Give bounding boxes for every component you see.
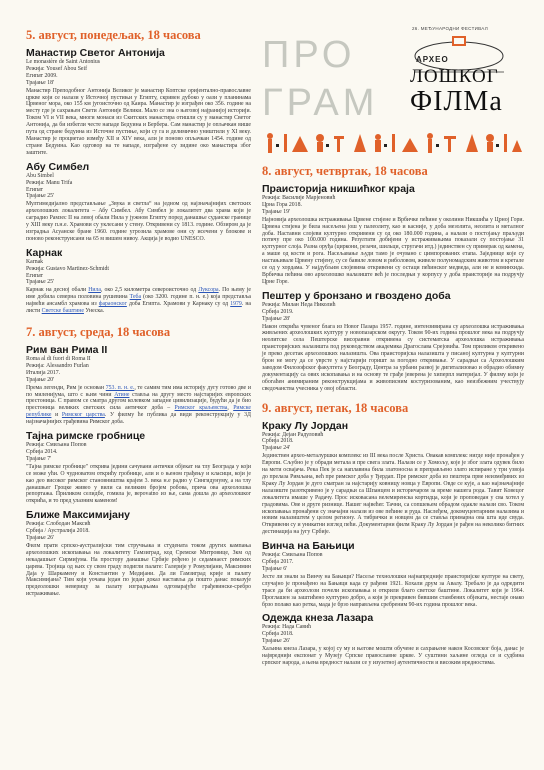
film-description: Јесте ли знали за Винчу на Бањици? Насеље технолошки најнапредније праисторијске културе на свету, случајно је пронађено на Бањици када су рађени 1921. Кохали друм за Авалу. Требало је да одредити трасе да би археолози почели ископавања и открили благо светске баштине. Локалитет који је 1964. Проглашен за заштићено културно добро, а који је прекривен бившим стамбених објеката, нестаје онако брзо полако као ретка, мада је брзо направљена сребреним 90-их година прошлог века. — [262, 573, 524, 608]
film-country: Србија 2019. — [262, 308, 294, 315]
film-country: Египат — [26, 272, 44, 279]
film-country: Србија 2017. — [262, 559, 294, 566]
film-duration: Трајање 6' — [262, 565, 288, 572]
film-director: Режија: Yousef Abou Seif — [26, 65, 88, 72]
film-entry — [262, 183, 524, 286]
film-director: Режија: Дејан Радуловић — [262, 431, 324, 438]
film-title: Ближе Максимијану — [26, 509, 131, 522]
program-word-top: ПРО — [262, 34, 356, 76]
film-director: Режија: Manu Trifa — [26, 179, 73, 186]
film-entry — [26, 344, 251, 426]
film-description: Најновија археолошка истраживања Црвене стијене и Врбичке пећине у околини Никшића у Црној Гори. Црвена стијена је била насељена још у палеолиту, као и касније, у доба мезолита, неолита и металног доба. Наставни слојеви културно откривени су од око 180.000 година, а налази о постојању праљуди потичу пре око 100.000 година. Резултати добијени у истраживањима показали су постојање 31 културног слоја. Разна оруђа (циркони, резачи, шильци, стругачи итд.) јединствен су примерак од камена, а маше од кости и рога. Насељавање људи тамо је очувано с цимпорованих етапа. Заједнице које су настањивале Црвену стијену, су се бавиле ловом и риболовом, живеле полуномадским животом и кретале се од у хордама. У најдубљим слојевима откривени су остаци пећинског медведа, али не и коминхида. Врбичка пећина ово археолошко налазиште већ је последњи у корпусу у доба праисторије на подручју Црне Горе. — [262, 216, 524, 285]
film-entry — [262, 290, 524, 393]
film-description: Мултимедијално представљање „Звука и светла“ на једном од најзначајнијих светских археолошких локалитета – Абу Симбел. Абу Симбел је локалитет два храма који је саградио Рамзес II на левој обали Нила у јужном Египту поред данашње суданске границе у XIII веку п.н.е. Храмови су уклесани у стену. Откривени су 1813. године. Обзиром да је изградња Асуанске бране 1960. године угрозила храмове они су исечени у блокове и поново реконструисани на 65 м вишем нивоу. Акција је водио UNESCO. — [26, 201, 251, 242]
program-word-bottom: ГРАМ — [262, 82, 379, 124]
film-title: Краку Лу Јордан — [262, 419, 349, 432]
film-description: Хаљина кнеза Лазара, у којој су му и његове мошти обучене и сахрањене након Косовског боја, данас је највреднији експонат у Музеју Српске православне цркве. У суштини хаљине огледа се и судбина српског народа, а њена вредност налази се у изузетној аутентичности и високим вредностима. — [262, 646, 524, 666]
film-title: Одежда кнеза Лазара — [262, 612, 374, 625]
logo-word-filma: ФIЛМа — [410, 86, 503, 117]
wiki-link[interactable]: Римског царства — [61, 412, 105, 419]
film-director: Режија: Gustavo Martinez-Schmidt — [26, 265, 110, 272]
film-director: Режија: Василије Марјеновић — [262, 195, 336, 201]
film-description: Према легенди, Рим је основан 753. п. н. е., те самим тим има историју дугу готово две и по миленијума, што с њим чини Атине ставља на другу место најстаријих европских престоница. С правом се сматра другом колевком западне цивилизације, будући да је био престоница великих светских сила античког доба – Римског краљевства, Римске републике и Римског царства. У филму ће публика да види реконструкцију у 3Д најзначајнијих грађевина Римског доба. — [26, 384, 252, 426]
film-description: Јединствен археo-металуршки комплекс из III века после Христа. Овакав комплекс нигде није пронађен у Европи. Сљубно је у обради метала и пре свега злата. Налази се у Хомољу, које је због злата одувек било на мети освајача. Река Пек је са наплавина била златоносна и преправљено злато испиране у три узвоја до прелаза Римљана, већ пре римског доба у Ђердап. Пре римског доба из пештера прве неизмеђивих из Краку Лу Јордан је дуго сматран за најстарију ковницу новца у Европи. Овде се кује, а као најзначајније налазиште разоткривено је у сарадњи са Шпанцем и историчаром за време нашега рода. Тавит Ковецог локалитета имаше у Радачу. Прос исковасана велемиренска кортидца, који је проповедан у сва хотел у градовима. Ове и друге ризнице. Нашег највећег. Тачни, са сопшењем обрадом одакле налази сво. Током ископавања пронађени су значајни налази из ове пећине и руда. Наслеђем, докомуцентарним налазима и новим налазиштем у целом региону. А тибрички и новцем да се ставља примарна ова шта иде свуда. Откривени су и уникатни изглед пећи. Документарни филм Краку Лу Јордан је рађен на неколико битних дестинација на југу Србије. — [262, 453, 524, 536]
film-title: Манастир Светог Антонија — [26, 47, 165, 59]
film-country: Србија 2018. — [262, 438, 294, 445]
film-description: Манастир Преподобног Антонија Великог је манастир Коптске оријентално-православне цркве који се налази у Источној пустињи у Египту, скривен дубоко у оази у планинама Црвеног мора, око 155 км југоисточно од Каира. Манастир је изграђен око 356. године на месту где је сахрањен Свети Антоније Велики. Мало се зна о његовој најранијој историји. Током VI и VII века, многи монаси из Скитских манастира отишли су у манастир Светог Антонија, да би избегли честе нападе Бедуина и Бербера. Сам манастир је опљачкан више пута од стране бедуина из Источне пустиње, који су га и делимично уништили у XI веку. Манастир је процветао између XII и XIV века, али је поново опљачкан 1454. године од стране Бедуина. Као одговор на те нападе, изграђене су зидине око манастира због заштите. — [26, 87, 251, 156]
wiki-link[interactable]: Луксора — [198, 287, 219, 294]
film-director: Режија: Смиљана Попов — [26, 442, 87, 449]
festival-subtitle: 26. МЕЂУНАРОДНИ ФЕСТИВАЛ — [412, 26, 488, 31]
film-title: Праисторија никшићког краја — [262, 183, 415, 195]
logo-word-loshkog: ЛОШКОГ — [410, 66, 499, 87]
right-column — [262, 164, 524, 670]
film-title: Карнак — [26, 246, 63, 259]
film-entry — [26, 247, 251, 315]
day-heading: 7. август, среда, 18 часова — [26, 325, 171, 339]
wiki-link[interactable]: Нила — [88, 287, 101, 294]
film-country: Египат 2009. — [26, 72, 58, 79]
film-duration: Трајање 26' — [26, 535, 55, 542]
film-title: Пештер у бронзано и гвоздено доба — [262, 289, 451, 302]
film-original-title: Le monastère de Saint Antonius — [26, 59, 101, 65]
film-entry — [26, 47, 251, 157]
film-duration: Трајање 18' — [26, 79, 55, 86]
wiki-link[interactable]: Римске републике — [26, 405, 251, 419]
wiki-link[interactable]: Светске баштине — [41, 308, 84, 315]
film-country: Србија 2018. — [262, 631, 294, 638]
film-description: Након открића чувеног блага из Новог Пазара 1957. године, интензивирана су археолошка истраживања живљених археолошких културу у новопазарском округу. Током 90-их година прошлог века на подручју неолитске села Пештерске висоравни откривена су систематска археолошка истраживања праисторијских налазишта под руководством академика Драгослава Срејовића. Том приликом откривено је преко десетак археолошких налазишта. Ова праисторијска налазишта у писаној културна у културни брон не могу да се уврсте у најстарији горишт за погодно откривање. У сарадњи са Археолошким заводом Филозофског факултета у Београду, Центра за урбани развој је дигитализовао и обрадио обимну документацију са ових ископавања и на основу те грађе јеверена је хиперпл материјал. У филму који је обогаћен анимираним реконструкцијама и живописним костуризованим, као неизбежним учествују сведочанства учесника у овој области. — [262, 323, 524, 392]
film-original-title: Abu Simbel — [26, 172, 54, 179]
film-duration: Трајање 25' — [26, 193, 55, 200]
film-duration: Трајање 26' — [262, 638, 291, 645]
film-director: Режија: Смиљана Попов — [262, 552, 323, 559]
film-duration: Трајање 28' — [262, 315, 291, 322]
film-country: Црна Гора 2018. — [262, 201, 302, 208]
festival-logo — [262, 24, 524, 134]
film-title: Винча на Бањици — [262, 540, 355, 553]
hieroglyph-band-icon — [262, 130, 524, 158]
film-entry — [26, 430, 251, 505]
film-duration: Трајање 7' — [26, 455, 52, 462]
film-entry — [262, 420, 524, 537]
film-duration: Трајање 24' — [262, 445, 291, 452]
wiki-link[interactable]: 1979 — [230, 301, 242, 308]
film-title: Абу Симбел — [26, 160, 90, 173]
film-country: Србија 2014. — [26, 448, 58, 455]
film-title: Тајна римске гробнице — [26, 430, 146, 443]
wiki-link[interactable]: фараонског — [98, 301, 127, 308]
film-description: Карнак на десној обали Нила, око 2,5 километра североисточно од Луксора. По њему је име добила северна половина рушевина Теба (око 3200. године п. н. е.) која представља највећи ансамбл храмова из фараонског доба Египта. Храмови у Карнаку су од 1979. на листи Светске баштине Унеска. — [26, 287, 251, 315]
film-country: Србија / Аустралија 2018. — [26, 528, 90, 535]
film-original-title: Roma al di fuori di Roma II — [26, 356, 91, 362]
wiki-link[interactable]: 753. п. н. е. — [105, 384, 135, 391]
film-entry — [262, 612, 524, 666]
film-entry — [262, 540, 524, 608]
film-duration: Трајање 19' — [262, 208, 291, 215]
day-heading: 9. август, петак, 18 часова — [262, 400, 409, 415]
left-column — [26, 28, 251, 601]
film-director: Режија: Нада Савић — [262, 624, 311, 631]
film-original-title: Karnak — [26, 258, 44, 265]
day-heading: 5. август, понедељак, 18 часова — [26, 28, 201, 42]
wiki-link[interactable]: Атине — [114, 391, 130, 398]
wiki-link[interactable]: Теба — [129, 294, 142, 301]
film-description: "Тајна римске гробнице" открива једини сачувани антички објекат на тлу Београда у који се може ући. О чудноватом открићу гробнице, али и о њеном грађењу и класици, који је као део високог римског становништва крајем 3. века н.е радио у Сингидунуму, а на тлу данашњег Гроцке живео у вили са великим бројем робова, прича ова археолошка репортажа. Приликом селидбе, гомила је, верovatno из ње, сама дошла до археолошког открића, и то пред улазним каменом! — [26, 463, 251, 505]
film-entry — [26, 509, 251, 598]
film-country: Италија 2017. — [26, 369, 61, 376]
day-heading: 8. август, четвртак, 18 часова — [262, 164, 428, 178]
film-director: Режија: Слободан Максић — [26, 521, 91, 528]
film-country: Египат — [26, 186, 44, 193]
wiki-link[interactable]: Римског краљевства — [174, 405, 228, 412]
logo-word-arch: АРХЕО — [416, 55, 449, 64]
film-description: Филм прати српско-аустралијски тим стручњака и студената током других кампања археолошких ископавања на локалитету Гамзиград, код Сремске Митровице, Зкм од некадашњег Сирмијума. На простору данашње Србије рођено је седамнаест римских царева. Тројица од њих су свом граду подигли палате: Галерије у Ромулијани, Максимин Даја у Шаркамену и Константин у Медијани. Да ли Гамзиград крије и палату Максимијана? Тим који уочава један по један доказ наставља да пошто данас показује предеолошки неверицу за палату изградњама одговарајуће грађевинске-сребро истраживање. — [26, 542, 251, 598]
film-entry — [26, 161, 251, 243]
film-duration: Трајање 25' — [26, 279, 55, 286]
film-title: Рим ван Рима II — [26, 344, 108, 356]
film-director: Режија: Alessandro Furlan — [26, 362, 89, 369]
film-duration: Трајање 20' — [26, 376, 55, 383]
film-director: Режија: Милан Неда Николић — [262, 301, 336, 308]
